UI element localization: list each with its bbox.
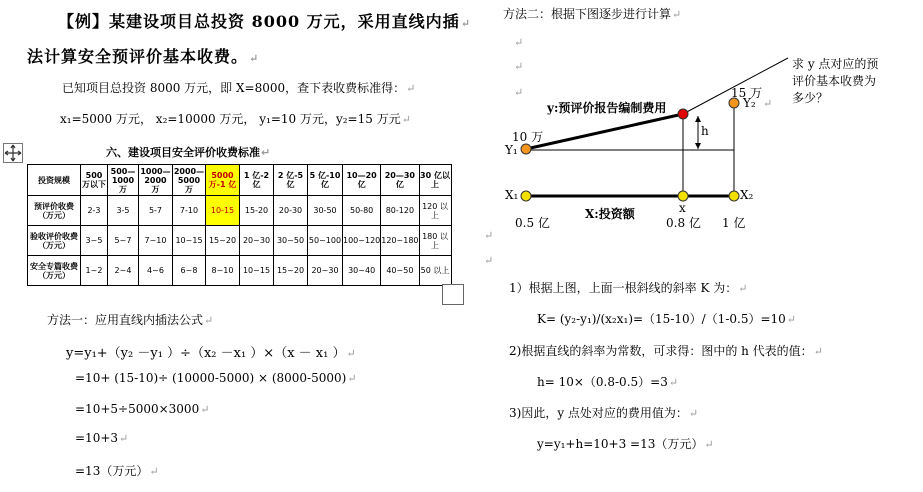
method2-step1: 1）根据上图，上面一根斜线的斜率 K 为：↵ — [509, 281, 748, 295]
paragraph-mark: ↵ — [514, 36, 524, 49]
x1-point — [521, 191, 531, 201]
table-header-cell: 500—1000 万 — [108, 165, 139, 196]
question-text — [792, 56, 878, 107]
table-cell: 30~50 — [274, 226, 308, 256]
table-cell: 15~20 — [206, 226, 240, 256]
example-title-line2: 法计算安全预评价基本收费。↵ — [27, 47, 260, 66]
x2-point — [729, 191, 739, 201]
table-cell: 20~30 — [308, 256, 343, 286]
method1-title: 方法一：应用直线内插法公式↵ — [47, 313, 214, 327]
x-label: x — [679, 201, 686, 215]
table-cell: 10~15 — [240, 256, 274, 286]
table-cell: 30-50 — [308, 196, 343, 226]
table-cell: 验收评价收费（万元） — [28, 226, 81, 256]
table-header-cell: 20—30 亿 — [381, 165, 419, 196]
table-cell: 80-120 — [381, 196, 419, 226]
paragraph-mark: ↵ — [514, 60, 524, 73]
x2-label: X₂ — [740, 188, 754, 202]
slope-formula: K= (y₂-y₁)/(x₂x₁)=（15-10）/（1-0.5）=10↵ — [537, 312, 797, 326]
paragraph-mark: ↵ — [763, 97, 773, 110]
y1-label: Y₁ — [505, 143, 518, 157]
investment-axis-label: X:投资额 — [585, 207, 635, 221]
method1-step1: =10+ (15-10)÷ (10000-5000) × (8000-5000)↵ — [75, 371, 357, 385]
x1-label: X₁ — [505, 188, 519, 202]
table-cell: 15-20 — [240, 196, 274, 226]
question-line: 评价基本收费为 — [792, 74, 877, 88]
table-cell: 15~20 — [274, 256, 308, 286]
table-cell: 8~10 — [206, 256, 240, 286]
table-cell: 40~50 — [381, 256, 419, 286]
table-cell: 3-5 — [108, 196, 139, 226]
table-cell: 50-80 — [343, 196, 381, 226]
table-header-cell: 1000—2000 万 — [140, 166, 171, 194]
y2-label: Y₂ — [743, 96, 756, 110]
table-cell-highlighted: 10-15 — [206, 196, 240, 226]
table-header-cell: 30 亿以上 — [419, 165, 451, 196]
table-cell: 安全专篇收费（万元） — [28, 256, 81, 286]
table-header-cell: 500 万以下 — [81, 165, 108, 196]
given-text: 已知项目总投资 8000 万元，即 X=8000，查下表收费标准得：↵ — [62, 81, 416, 95]
paragraph-mark: ↵ — [514, 86, 524, 99]
table-header-cell: 10—20 亿 — [343, 165, 381, 196]
table-cell: 2~4 — [108, 256, 139, 286]
method1-step2: =10+5÷5000×3000↵ — [75, 402, 210, 416]
table-cell: 100~120 — [343, 226, 381, 256]
tick-label-x: 0.8 亿 — [666, 216, 701, 230]
paragraph-mark: ↵ — [484, 229, 494, 242]
table-cell: 50 以上 — [419, 256, 451, 286]
table-header-cell: 1 亿-2 亿 — [240, 165, 274, 196]
table-title: 六、建设项目安全评价收费标准↵ — [106, 146, 271, 159]
values-line: x₁=5000 万元， x₂=10000 万元， y₁=10 万元，y₂=15 万元↵ — [60, 112, 411, 126]
table-cell: 20~30 — [240, 226, 274, 256]
table-cell: 180 以上 — [419, 226, 451, 256]
table-cell: 1~2 — [81, 256, 108, 286]
table-cell: 7~10 — [139, 226, 173, 256]
paragraph-mark: ↵ — [484, 254, 494, 267]
method1-step4: =13（万元）↵ — [75, 464, 159, 478]
table-cell: 2-3 — [81, 196, 108, 226]
method2-title: 方法二：根据下图逐步进行计算↵ — [503, 7, 682, 21]
table-cell: 10~15 — [173, 226, 206, 256]
fee-slope-line — [526, 114, 683, 149]
y-point — [678, 109, 688, 119]
table-cell: 50~100 — [308, 226, 343, 256]
table-header-cell-highlighted: 5000 万-1 亿 — [206, 165, 240, 196]
table-cell: 3~5 — [81, 226, 108, 256]
y1-point — [521, 144, 531, 154]
table-cell: 120~180 — [381, 226, 419, 256]
y1-value-label: 10 万 — [512, 130, 544, 144]
tick-label-x1: 0.5 亿 — [515, 216, 550, 230]
table-header-cell: 5 亿-10 亿 — [308, 165, 343, 196]
table-header-cell: 2000—5000 万 — [173, 166, 205, 194]
table-cell: 5-7 — [139, 196, 173, 226]
example-title-line1: 【例】某建设项目总投资 8000 万元，采用直线内插↵ — [58, 12, 471, 31]
tick-label-x2: 1 亿 — [722, 216, 746, 230]
y-formula: y=y₁+h=10+3 =13（万元）↵ — [537, 437, 714, 451]
table-cell: 6~8 — [173, 256, 206, 286]
h-formula: h= 10×（0.8-0.5）=3↵ — [537, 375, 679, 389]
table-cell: 120 以上 — [419, 196, 451, 226]
method2-step3: 3)因此，y 点处对应的费用值为：↵ — [509, 406, 699, 420]
question-line: 多少？ — [792, 91, 829, 105]
method1-step3: =10+3↵ — [75, 431, 129, 445]
table-cell: 30~40 — [343, 256, 381, 286]
table-header-cell: 2 亿-5 亿 — [274, 165, 308, 196]
h-label: h — [701, 124, 709, 138]
fee-axis-label: y:预评价报告编制费用 — [547, 101, 667, 115]
y2-value-label: 15 万 — [731, 86, 763, 100]
table-cell: 7-10 — [173, 196, 206, 226]
x-point — [678, 191, 688, 201]
table-cell: 5~7 — [108, 226, 139, 256]
table-header-cell: 投资规模 — [28, 165, 81, 196]
method1-formula: y=y₁+（y₂ －y₁ ）÷（x₂ －x₁ ）×（x － x₁ ）↵ — [66, 346, 356, 361]
method2-step2: 2)根据直线的斜率为常数，可求得：图中的 h 代表的值：↵ — [509, 344, 823, 358]
table-cell: 预评价收费（万元） — [28, 196, 81, 226]
table-cell: 4~6 — [139, 256, 173, 286]
table-cell: 20-30 — [274, 196, 308, 226]
question-line: 求 y 点对应的预 — [792, 57, 879, 71]
